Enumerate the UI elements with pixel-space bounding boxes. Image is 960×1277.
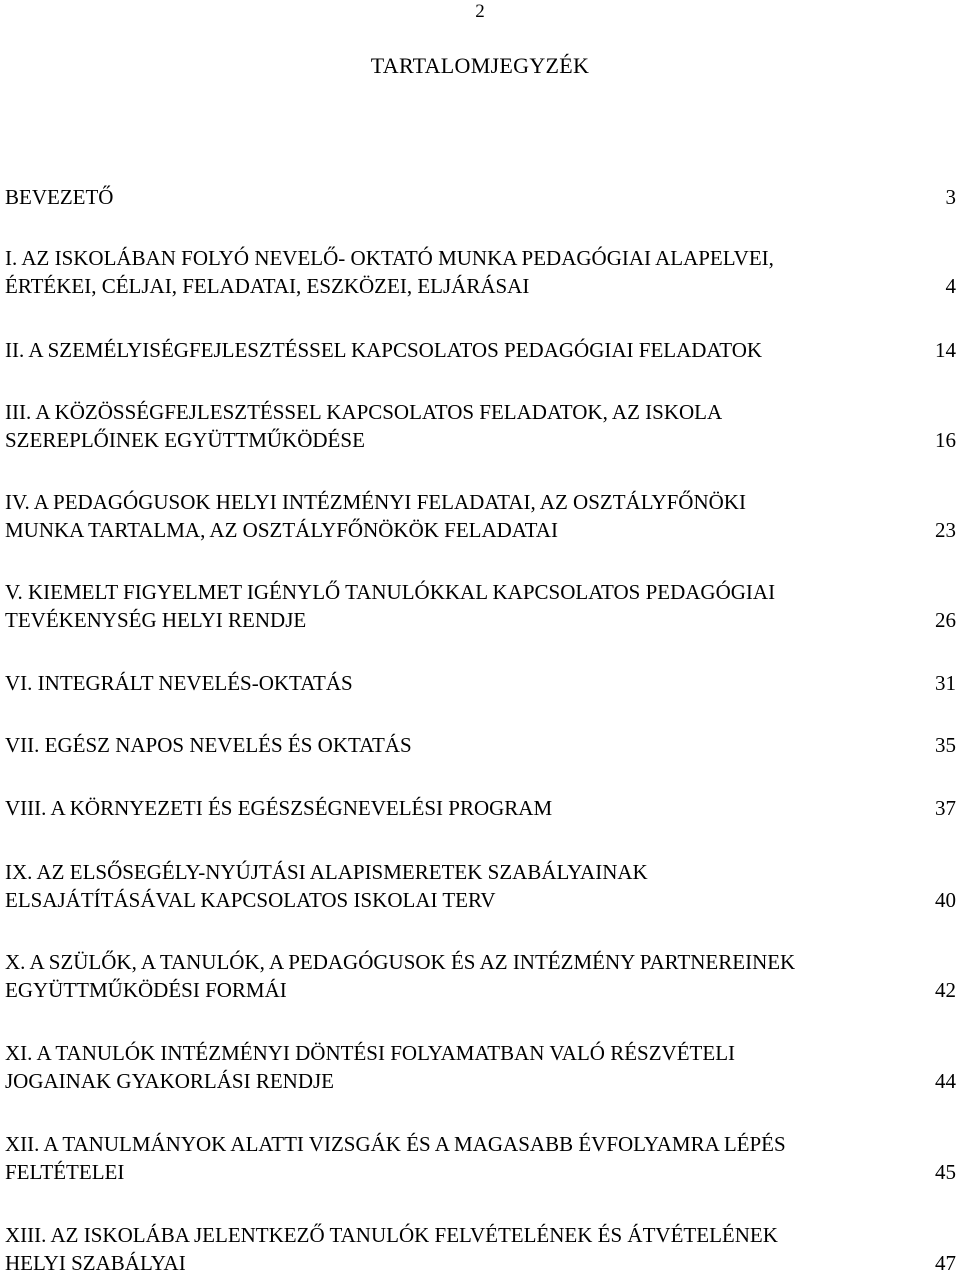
toc-entry-page: 14 <box>935 338 956 362</box>
toc-entry-title: VIII. A KÖRNYEZETI ÉS EGÉSZSÉGNEVELÉSI PROGRAM <box>5 796 553 820</box>
toc-entry-title: BEVEZETŐ <box>5 185 114 209</box>
toc-entry[interactable] <box>5 1039 956 1095</box>
toc-entry-title: TEVÉKENYSÉG HELYI RENDJE <box>5 608 307 632</box>
toc-entry-title: XIII. AZ ISKOLÁBA JELENTKEZŐ TANULÓK FELVÉTELÉNEK ÉS ÁTVÉTELÉNEK <box>5 1223 778 1247</box>
toc-entry-page: 16 <box>935 428 956 452</box>
toc-entry-title: JOGAINAK GYAKORLÁSI RENDJE <box>5 1069 334 1093</box>
toc-entry-title: FELTÉTELEI <box>5 1160 125 1184</box>
toc-entry[interactable] <box>5 794 956 822</box>
toc-entry-page: 40 <box>935 888 956 912</box>
toc-entry[interactable] <box>5 1130 956 1186</box>
toc-entry-page: 26 <box>935 608 956 632</box>
toc-entry-page: 23 <box>935 518 956 542</box>
toc-entry[interactable] <box>5 948 956 1004</box>
toc-entry-title: VII. EGÉSZ NAPOS NEVELÉS ÉS OKTATÁS <box>5 733 412 757</box>
page-number: 2 <box>475 1 485 22</box>
toc-entry[interactable] <box>5 336 956 364</box>
toc-entry-page: 3 <box>945 185 956 209</box>
toc-entry[interactable] <box>5 183 956 211</box>
toc-entry-title: II. A SZEMÉLYISÉGFEJLESZTÉSSEL KAPCSOLATOS PEDAGÓGIAI FELADATOK <box>5 338 763 362</box>
toc-entry[interactable] <box>5 858 956 914</box>
page-title: TARTALOMJEGYZÉK <box>370 53 590 78</box>
toc-entry-title: SZEREPLŐINEK EGYÜTTMŰKÖDÉSE <box>5 428 365 452</box>
toc-entry-title: III. A KÖZÖSSÉGFEJLESZTÉSSEL KAPCSOLATOS FELADATOK, AZ ISKOLA <box>5 400 723 424</box>
toc-entry-page: 44 <box>935 1069 956 1093</box>
toc-entry-title: ELSAJÁTÍTÁSÁVAL KAPCSOLATOS ISKOLAI TERV <box>5 888 496 912</box>
toc-entry-title: X. A SZÜLŐK, A TANULÓK, A PEDAGÓGUSOK ÉS AZ INTÉZMÉNY PARTNEREINEK <box>5 950 796 974</box>
toc-entry-page: 35 <box>935 733 956 757</box>
toc-entry-title: V. KIEMELT FIGYELMET IGÉNYLŐ TANULÓKKAL KAPCSOLATOS PEDAGÓGIAI <box>5 580 776 604</box>
toc-entry[interactable] <box>5 244 956 300</box>
toc-entry-title: VI. INTEGRÁLT NEVELÉS-OKTATÁS <box>5 671 353 695</box>
toc-entry-page: 45 <box>935 1160 956 1184</box>
toc-entry-title: IX. AZ ELSŐSEGÉLY-NYÚJTÁSI ALAPISMERETEK SZABÁLYAINAK <box>5 860 648 884</box>
toc-entry-title: MUNKA TARTALMA, AZ OSZTÁLYFŐNÖKÖK FELADATAI <box>5 518 558 542</box>
toc-entry-page: 42 <box>935 978 956 1002</box>
toc-entry-title: XI. A TANULÓK INTÉZMÉNYI DÖNTÉSI FOLYAMATBAN VALÓ RÉSZVÉTELI <box>5 1041 736 1065</box>
toc-entry[interactable] <box>5 488 956 544</box>
toc-entry-page: 37 <box>935 796 956 820</box>
toc-entry-page: 4 <box>945 274 956 298</box>
toc-entry[interactable] <box>5 578 956 634</box>
toc-entry-page: 47 <box>935 1251 956 1275</box>
toc-entry[interactable] <box>5 731 956 759</box>
toc-entry-title: EGYÜTTMŰKÖDÉSI FORMÁI <box>5 978 287 1002</box>
toc-entry-title: XII. A TANULMÁNYOK ALATTI VIZSGÁK ÉS A MAGASABB ÉVFOLYAMRA LÉPÉS <box>5 1132 786 1156</box>
toc-entry-title: IV. A PEDAGÓGUSOK HELYI INTÉZMÉNYI FELADATAI, AZ OSZTÁLYFŐNÖKI <box>5 490 746 514</box>
toc-entry-page: 31 <box>935 671 956 695</box>
toc-entry-title: ÉRTÉKEI, CÉLJAI, FELADATAI, ESZKÖZEI, ELJÁRÁSAI <box>5 274 530 298</box>
toc-entry[interactable] <box>5 398 956 454</box>
toc-entry-title: I. AZ ISKOLÁBAN FOLYÓ NEVELŐ- OKTATÓ MUNKA PEDAGÓGIAI ALAPELVEI, <box>5 246 774 270</box>
toc-entry[interactable] <box>5 1221 956 1277</box>
toc-entry[interactable] <box>5 669 956 697</box>
toc-entry-title: HELYI SZABÁLYAI <box>5 1251 186 1275</box>
